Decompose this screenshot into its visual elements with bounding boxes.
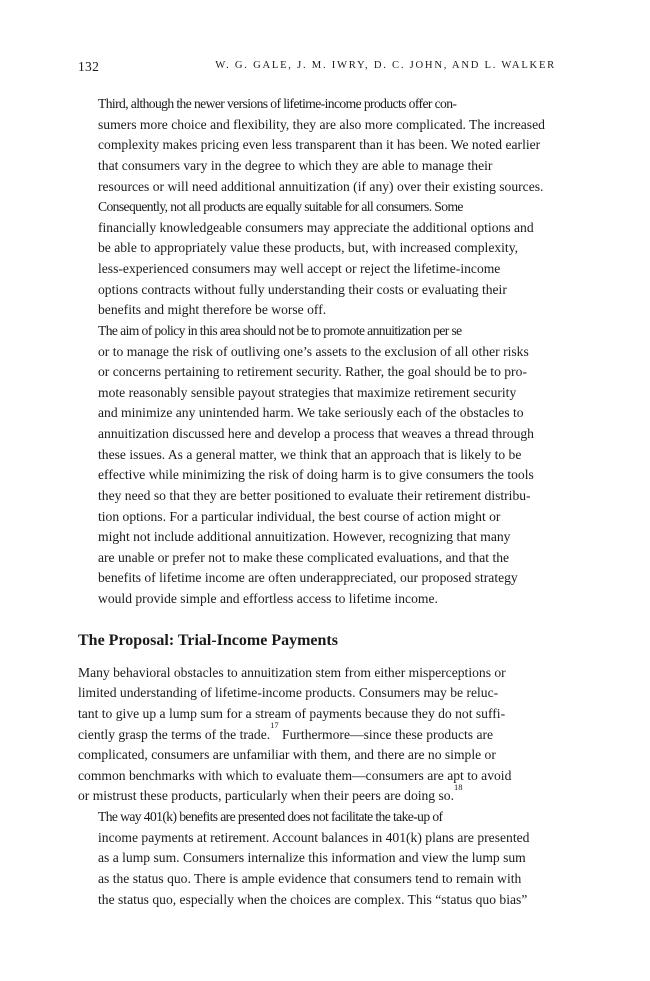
text-line: they need so that they are better positioned to evaluate their retirement distribu- <box>98 487 531 503</box>
section-heading: The Proposal: Trial-Income Payments <box>78 631 338 649</box>
paragraph-policy-aim <box>78 321 557 610</box>
text-segment: Furthermore—since these products are <box>278 726 494 742</box>
text-line: less-experienced consumers may well accept or reject the lifetime-income <box>98 261 501 276</box>
text-line: benefits and might therefore be worse off. <box>98 302 327 318</box>
footnote-marker-18: 18 <box>454 781 463 792</box>
text-segment: ciently grasp the terms of the trade. <box>78 726 271 742</box>
body-text <box>78 94 557 910</box>
text-line: The aim of policy in this area should not be to promote annuitization per se <box>98 322 462 338</box>
text-line: Consequently, not all products are equally suitable for all consumers. Some <box>98 199 463 215</box>
text-line: these issues. As a general matter, we think that an approach that is likely to be <box>98 446 522 462</box>
text-line: tant to give up a lump sum for a stream of payments because they do not suffi- <box>78 705 506 721</box>
page-header <box>78 59 556 77</box>
text-line: as a lump sum. Consumers internalize this information and view the lump sum <box>98 850 526 866</box>
text-line: as the status quo. There is ample evidence that consumers tend to remain with <box>98 870 522 886</box>
text-line: financially knowledgeable consumers may appreciate the additional options and <box>98 219 534 235</box>
running-head: W. G. GALE, J. M. IWRY, D. C. JOHN, AND L. WALKER <box>215 60 556 71</box>
text-line: common benchmarks with which to evaluate them—consumers are apt to avoid <box>78 767 512 783</box>
text-line: The way 401(k) benefits are presented does not facilitate the take-up of <box>98 809 443 824</box>
text-line: complexity makes pricing even less transparent than it has been. We noted earlier <box>98 137 541 153</box>
text-line: or concerns pertaining to retirement security. Rather, the goal should be to pro- <box>98 364 527 380</box>
text-line: tion options. For a particular individual, the best course of action might or <box>98 508 501 524</box>
text-line: sumers more choice and flexibility, they are also more complicated. The increased <box>98 116 545 132</box>
text-line: benefits of lifetime income are often underappreciated, our proposed strategy <box>98 570 518 586</box>
text-line <box>78 781 557 807</box>
text-line: limited understanding of lifetime-income products. Consumers may be reluc- <box>78 685 499 701</box>
text-segment: or mistrust these products, particularly when their peers are doing so. <box>78 788 454 804</box>
paragraph-complexity <box>78 94 557 197</box>
text-line: the status quo, especially when the choices are complex. This “status quo bias” <box>98 891 528 907</box>
paragraph-suitability <box>78 197 557 321</box>
page-number: 132 <box>78 59 100 74</box>
text-line: might not include additional annuitization. However, recognizing that many <box>98 529 511 545</box>
text-line: are unable or prefer not to make these complicated evaluations, and that the <box>98 549 510 565</box>
footnote-marker-17: 17 <box>270 719 279 730</box>
text-line: resources or will need additional annuitization (if any) over their existing sources. <box>98 178 544 194</box>
text-line: annuitization discussed here and develop a process that weaves a thread through <box>98 426 534 441</box>
text-line: income payments at retirement. Account balances in 401(k) plans are presented <box>98 829 530 845</box>
text-line: would provide simple and effortless access to lifetime income. <box>98 591 438 606</box>
text-line: Many behavioral obstacles to annuitization stem from either misperceptions or <box>78 664 506 680</box>
text-line: Third, although the newer versions of lifetime-income products offer con- <box>98 96 457 111</box>
text-line: be able to appropriately value these products, but, with increased complexity, <box>98 240 519 256</box>
paragraph-401k-presentation <box>78 807 557 910</box>
text-line: and minimize any unintended harm. We take seriously each of the obstacles to <box>98 405 524 421</box>
text-line: options contracts without fully understanding their costs or evaluating their <box>98 281 507 297</box>
text-line: complicated, consumers are unfamiliar with them, and there are no simple or <box>78 747 496 763</box>
text-line: or to manage the risk of outliving one’s assets to the exclusion of all other risks <box>98 343 529 359</box>
text-line: effective while minimizing the risk of doing harm is to give consumers the tools <box>98 467 534 483</box>
paragraph-behavioral-obstacles <box>78 663 557 807</box>
text-line <box>78 719 557 746</box>
text-line: that consumers vary in the degree to which they are able to manage their <box>98 157 493 173</box>
text-line: mote reasonably sensible payout strategies that maximize retirement security <box>98 384 517 400</box>
